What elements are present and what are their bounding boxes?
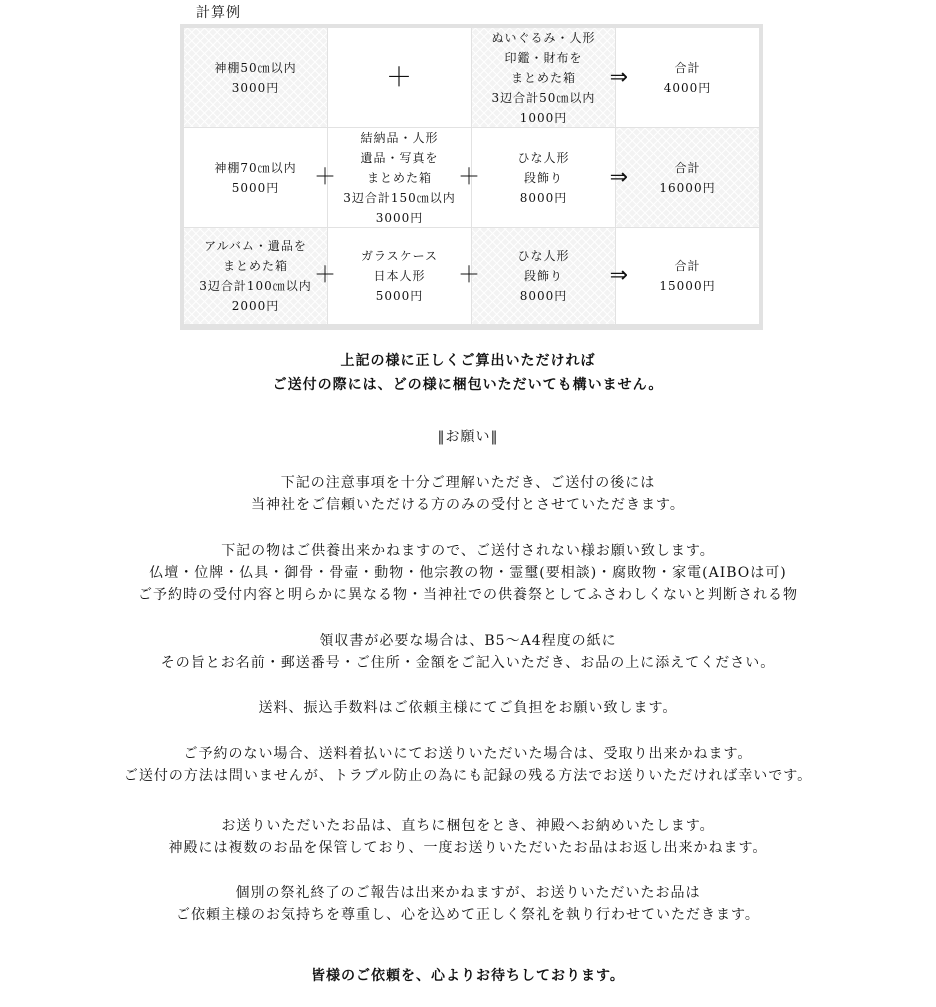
calc-cell-lines — [214, 158, 296, 198]
closing — [0, 965, 936, 987]
calc-cell-text: ひな人形 — [517, 150, 570, 165]
calc-cell-r2-c4 — [616, 128, 759, 227]
calc-cell-text: 8000円 — [519, 190, 568, 205]
paragraph-line: その旨とお名前・郵送番号・ご住所・金額をご記入いただき、お品の上に添えてください。 — [160, 655, 776, 671]
calc-cell-text: 3辺合計50㎝以内 — [491, 90, 596, 105]
calc-cell-r3-c2 — [314, 228, 471, 324]
calc-cell-lines — [199, 236, 312, 316]
paragraph-5 — [0, 743, 936, 787]
calc-cell-text: 印鑑・財布を — [504, 50, 583, 65]
calc-example-table — [180, 24, 763, 330]
calc-cell-text: 神棚50㎝以内 — [214, 60, 297, 75]
calc-cell-text: 3000円 — [231, 80, 280, 95]
calc-cell-r1-c4 — [616, 28, 759, 127]
calc-cell-text: 16000円 — [659, 180, 716, 195]
paragraph-2 — [0, 540, 936, 606]
paragraph-1 — [0, 472, 936, 516]
paragraph-line: ご依頼主様のお気持ちを尊重し、心を込めて正しく祭礼を執り行わせていただきます。 — [176, 907, 760, 923]
paragraph-line: 個別の祭礼終了のご報告は出来かねますが、お送りいただいたお品は — [235, 885, 701, 901]
paragraph-line: お送りいただいたお品は、直ちに梱包をとき、神殿へお納めいたします。 — [221, 818, 715, 834]
calc-cell-text: ひな人形 — [517, 249, 570, 263]
calc-cell-text: 遺品・写真を — [360, 150, 439, 165]
calc-cell-lines — [659, 256, 715, 296]
plus-sign-icon: ＋ — [458, 263, 482, 288]
calc-cell-lines — [343, 128, 456, 228]
calc-cell-text: ぬいぐるみ・人形 — [491, 30, 596, 45]
calc-example-label: 計算例 — [196, 5, 241, 21]
request-title — [0, 426, 936, 448]
headline — [0, 350, 936, 396]
plus-sign-icon: ＋ — [314, 263, 338, 288]
paragraph-4 — [0, 697, 936, 719]
calc-cell-lines — [659, 158, 715, 198]
calc-cell-text: 結納品・人形 — [360, 130, 439, 145]
calc-cell-lines — [361, 246, 438, 306]
headline-line: 上記の様に正しくご算出いただければ — [340, 353, 596, 369]
arrow-right-icon: ⇒ — [609, 64, 629, 90]
calc-cell-r2-c2 — [314, 128, 471, 227]
paragraph-line: 領収書が必要な場合は、B5～A4程度の紙に — [319, 633, 617, 649]
calc-cell-r3-c1 — [184, 228, 327, 324]
calc-cell-r1-c1 — [184, 28, 327, 127]
arrow-right-icon: ⇒ — [609, 164, 629, 190]
calc-cell-r3-c4 — [616, 228, 759, 324]
calc-cell-lines — [385, 62, 413, 93]
paragraph-line: 下記の注意事項を十分ご理解いただき、ご送付の後には — [280, 475, 656, 491]
calc-cell-text: 3辺合計150㎝以内 — [343, 190, 456, 205]
calc-grid — [184, 28, 759, 326]
calc-cell-text: 2000円 — [231, 299, 280, 313]
paragraph-6 — [0, 815, 936, 859]
calc-cell-r3-c3 — [458, 228, 629, 324]
closing-text: 皆様のご依頼を、心よりお待ちしております。 — [311, 968, 625, 984]
calc-cell-r2-c1 — [184, 128, 327, 227]
paragraph-line: ご送付の方法は問いませんが、トラブル防止の為にも記録の残る方法でお送りいただければ幸いです。 — [123, 768, 813, 784]
paragraph-7 — [0, 882, 936, 926]
calc-cell-text: 5000円 — [231, 180, 280, 195]
calc-cell-text: 4000円 — [663, 80, 712, 95]
request-title-text: ‖お願い‖ — [437, 429, 499, 445]
paragraph-3 — [0, 630, 936, 674]
paragraph-line: 神殿には複数のお品を保管しており、一度お送りいただいたお品はお返し出来かねます。 — [168, 840, 768, 856]
calc-cell-r1-c3 — [472, 28, 629, 127]
plus-sign-icon: ＋ — [314, 164, 338, 190]
calc-cell-text: 合計 — [674, 160, 701, 175]
calc-cell-r2-c3 — [458, 128, 629, 227]
calc-cell-lines — [664, 58, 712, 98]
paragraph-line: ご予約時の受付内容と明らかに異なる物・当神社での供養祭としてふさわしくないと判断される物 — [138, 587, 798, 603]
calc-cell-text: ガラスケース — [360, 249, 439, 263]
plus-sign-icon: ＋ — [458, 164, 482, 190]
calc-cell-text: 日本人形 — [373, 269, 426, 283]
calc-cell-text: 段飾り — [523, 269, 563, 283]
headline-line: ご送付の際には、どの様に梱包いただいても構いません。 — [272, 377, 664, 393]
calc-cell-text: まとめた箱 — [222, 259, 288, 273]
paragraph-line: 仏壇・位牌・仏具・御骨・骨壷・動物・他宗教の物・霊璽(要相談)・腐敗物・家電(AIBOは可) — [149, 565, 787, 581]
paragraph-line: 下記の物はご供養出来かねますので、ご送付されない様お願い致します。 — [221, 543, 715, 559]
calc-cell-text: 神棚70㎝以内 — [214, 160, 297, 175]
calc-cell-text: 5000円 — [375, 289, 424, 303]
calc-cell-text: まとめた箱 — [510, 70, 576, 85]
arrow-right-icon: ⇒ — [609, 263, 629, 288]
calc-cell-text: 15000円 — [659, 279, 716, 293]
calc-cell-text: ＋ — [385, 62, 413, 93]
calc-cell-text: 8000円 — [519, 289, 568, 303]
calc-cell-text: 3000円 — [375, 210, 424, 225]
calc-cell-lines — [517, 246, 569, 306]
calc-cell-text: 合計 — [674, 60, 701, 75]
paragraph-line: ご予約のない場合、送料着払いにてお送りいただいた場合は、受取り出来かねます。 — [183, 746, 753, 762]
paragraph-line: 送料、振込手数料はご依頼主様にてご負担をお願い致します。 — [258, 700, 678, 716]
calc-cell-lines — [214, 58, 296, 98]
calc-cell-text: まとめた箱 — [366, 170, 432, 185]
calc-cell-text: 3辺合計100㎝以内 — [199, 279, 312, 293]
calc-cell-text: 合計 — [674, 259, 701, 273]
calc-cell-text: 1000円 — [519, 110, 568, 125]
calc-cell-text: 段飾り — [523, 170, 563, 185]
paragraph-line: 当神社をご信頼いただける方のみの受付とさせていただきます。 — [251, 497, 685, 513]
calc-cell-r1-c2 — [328, 28, 471, 127]
calc-cell-lines — [517, 148, 569, 208]
calc-cell-text: アルバム・遺品を — [204, 239, 307, 253]
calc-cell-lines — [491, 28, 595, 128]
